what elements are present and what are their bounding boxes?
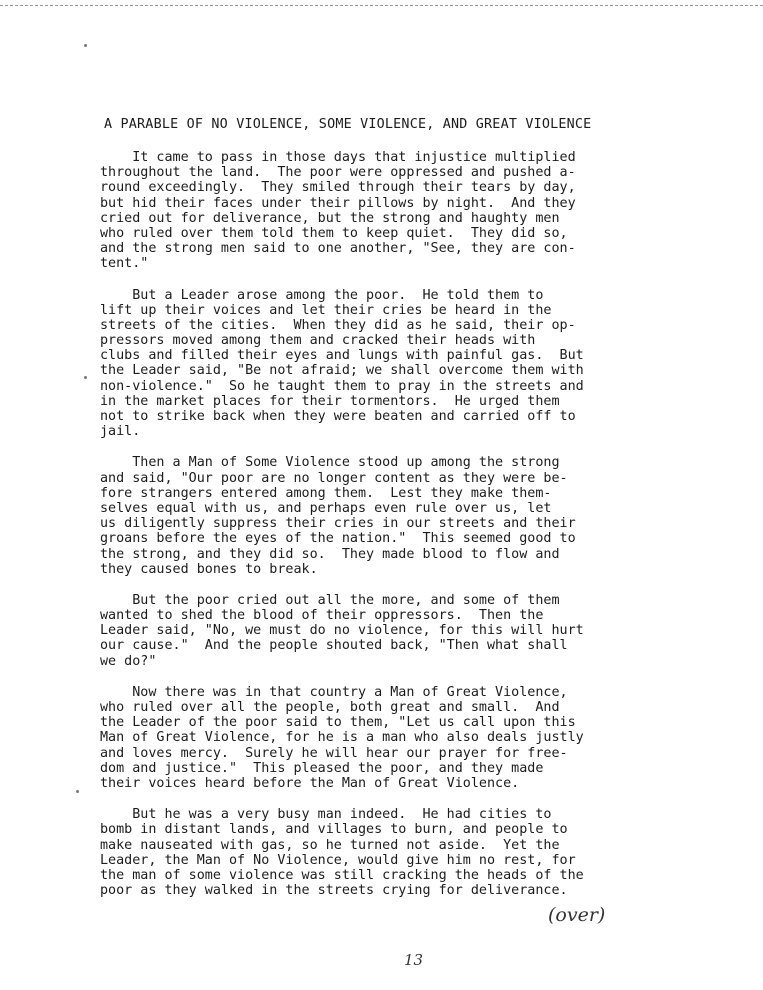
text-line: in the market places for their tormentors. He urged them — [100, 393, 560, 409]
text-line: selves equal with us, and perhaps even rule over us, let — [100, 500, 552, 516]
text-line: but hid their faces under their pillows by night. And they — [100, 195, 576, 211]
text-line: tent." — [100, 256, 149, 272]
text-line: fore strangers entered among them. Lest they make them- — [100, 485, 552, 501]
paragraph-1 — [100, 150, 660, 272]
paragraph-5 — [100, 685, 660, 791]
scan-top-edge — [0, 0, 763, 6]
text-line: us diligently suppress their cries in our streets and their — [100, 516, 576, 532]
text-line: dom and justice." This pleased the poor, and they made — [100, 760, 544, 776]
text-line: Leader, the Man of No Violence, would give him no rest, for — [100, 852, 576, 868]
text-line: clubs and filled their eyes and lungs with painful gas. But — [100, 348, 584, 364]
text-line: the man of some violence was still cracking the heads of the — [100, 867, 584, 883]
page-number: 13 — [404, 951, 424, 969]
text-line: Leader said, "No, we must do no violence, for this will hurt — [100, 623, 584, 639]
text-line: But a Leader arose among the poor. He told them to — [100, 287, 544, 303]
text-line: pressors moved among them and cracked their heads with — [100, 333, 536, 349]
scan-speck — [76, 790, 79, 793]
text-line: round exceedingly. They smiled through their tears by day, — [100, 180, 576, 196]
text-line: poor as they walked in the streets crying for deliverance. — [100, 883, 568, 899]
text-line: bomb in distant lands, and villages to burn, and people to — [100, 822, 568, 838]
text-line: non-violence." So he taught them to pray in the streets and — [100, 378, 584, 394]
text-line: Now there was in that country a Man of Great Violence, — [100, 684, 568, 700]
text-line: we do?" — [100, 653, 157, 669]
text-line: But the poor cried out all the more, and some of them — [100, 592, 560, 608]
text-line: jail. — [100, 424, 141, 440]
text-line: cried out for deliverance, but the strong and haughty men — [100, 210, 560, 226]
text-line: But he was a very busy man indeed. He had cities to — [100, 807, 552, 823]
text-line: It came to pass in those days that injustice multiplied — [100, 150, 576, 165]
paragraph-6 — [100, 807, 660, 898]
paragraph-3 — [100, 455, 660, 577]
text-line: throughout the land. The poor were oppressed and pushed a- — [100, 165, 576, 181]
text-line: the strong, and they did so. They made blood to flow and — [100, 546, 560, 562]
paragraph-4 — [100, 593, 660, 669]
text-line: not to strike back when they were beaten and carried off to — [100, 409, 576, 424]
text-line: the Leader said, "Be not afraid; we shall overcome them with — [100, 363, 584, 379]
text-line: the Leader of the poor said to them, "Let us call upon this — [100, 715, 576, 731]
document-body — [100, 150, 660, 914]
text-line: who ruled over all the people, both great and small. And — [100, 700, 560, 715]
text-line: and the strong men said to one another, "See, they are con- — [100, 241, 576, 257]
text-line: streets of the cities. When they did as he said, their op- — [100, 317, 576, 333]
text-line: their voices heard before the Man of Great Violence. — [100, 775, 520, 791]
text-line: who ruled over them told them to keep quiet. They did so, — [100, 225, 568, 241]
text-line: wanted to shed the blood of their oppressors. Then the — [100, 608, 544, 624]
text-line: and loves mercy. Surely he will hear our prayer for free- — [100, 745, 568, 761]
handwritten-over-note: (over) — [548, 904, 606, 926]
text-line: our cause." And the people shouted back, "Then what shall — [100, 638, 568, 654]
text-line: make nauseated with gas, so he turned not aside. Yet the — [100, 837, 560, 853]
scan-speck — [84, 376, 87, 379]
text-line: Man of Great Violence, for he is a man who also deals justly — [100, 730, 584, 746]
text-line: they caused bones to break. — [100, 561, 318, 577]
text-line: and said, "Our poor are no longer content as they were be- — [100, 470, 568, 486]
page-title: A PARABLE OF NO VIOLENCE, SOME VIOLENCE, AND GREAT VIOLENCE — [104, 117, 592, 132]
scan-speck — [84, 44, 87, 47]
text-line: Then a Man of Some Violence stood up among the strong — [100, 455, 560, 471]
paragraph-2 — [100, 288, 660, 440]
text-line: groans before the eyes of the nation." This seemed good to — [100, 531, 576, 547]
text-line: lift up their voices and let their cries be heard in the — [100, 302, 552, 318]
